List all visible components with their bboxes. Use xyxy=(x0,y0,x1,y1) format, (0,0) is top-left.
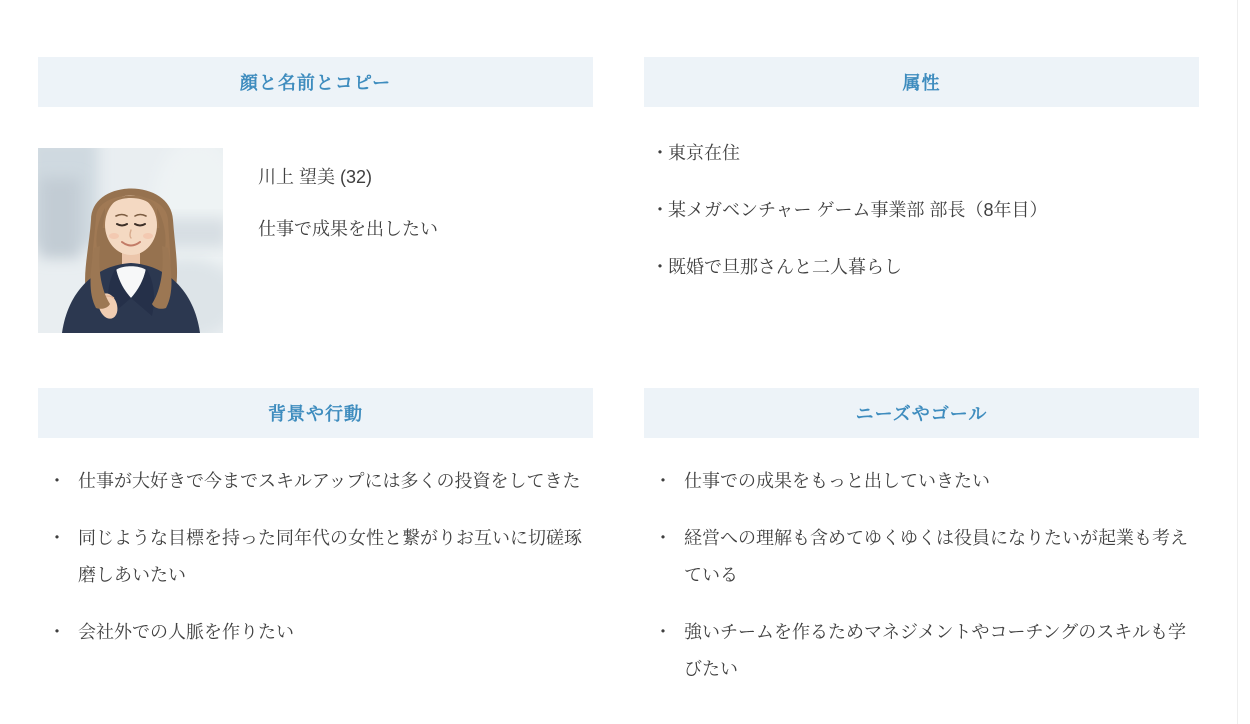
woman-portrait-photo-graphic xyxy=(38,148,223,333)
attributes-list xyxy=(651,135,1199,306)
background-item-text: 仕事が大好きで今までスキルアップには多くの投資をしてきた xyxy=(78,471,581,491)
section-title-attributes: 属性 xyxy=(902,73,941,93)
bullet-dot: ・ xyxy=(651,200,669,220)
background-list xyxy=(48,463,595,671)
attribute-item xyxy=(651,192,1199,229)
bullet-dot: ・ xyxy=(48,471,66,491)
bullet-dot: ・ xyxy=(651,143,669,163)
persona-photo xyxy=(38,148,223,333)
background-item xyxy=(48,463,595,500)
needs-item xyxy=(654,520,1199,594)
persona-copy: 仕事で成果を出したい xyxy=(258,219,438,239)
section-title-background: 背景や行動 xyxy=(268,404,363,424)
attribute-item-text: 東京在住 xyxy=(668,143,740,163)
section-title-needs: ニーズやゴール xyxy=(855,404,988,424)
page-right-edge-line xyxy=(1237,0,1238,724)
needs-item-text: 仕事での成果をもっと出していきたい xyxy=(684,471,990,491)
bullet-dot: ・ xyxy=(654,528,672,548)
bullet-dot: ・ xyxy=(48,622,66,642)
section-header-background xyxy=(38,388,593,438)
background-item-text: 同じような目標を持った同年代の女性と繋がりお互いに切磋琢磨しあいたい xyxy=(78,528,582,585)
section-header-profile xyxy=(38,57,593,107)
needs-list xyxy=(654,463,1199,708)
section-title-profile: 顔と名前とコピー xyxy=(239,73,392,93)
attribute-item-text: 某メガベンチャー ゲーム事業部 部長（8年目） xyxy=(668,200,1048,220)
profile-text-block xyxy=(258,164,438,242)
attribute-item xyxy=(651,249,1199,286)
bullet-dot: ・ xyxy=(651,257,669,277)
attribute-item-text: 既婚で旦那さんと二人暮らし xyxy=(668,257,902,277)
background-item xyxy=(48,520,595,594)
attribute-item xyxy=(651,135,1199,172)
bullet-dot: ・ xyxy=(48,528,66,548)
needs-item xyxy=(654,463,1199,500)
bullet-dot: ・ xyxy=(654,471,672,491)
needs-item-text: 強いチームを作るためマネジメントやコーチングのスキルも学びたい xyxy=(684,622,1187,679)
background-item-text: 会社外での人脈を作りたい xyxy=(78,622,294,642)
background-item xyxy=(48,614,595,651)
bullet-dot: ・ xyxy=(654,622,672,642)
needs-item-text: 経営への理解も含めてゆくゆくは役員になりたいが起業も考えている xyxy=(684,528,1188,585)
section-header-needs xyxy=(644,388,1199,438)
needs-item xyxy=(654,614,1199,688)
persona-name: 川上 望美 (32) xyxy=(258,167,373,187)
section-header-attributes xyxy=(644,57,1199,107)
